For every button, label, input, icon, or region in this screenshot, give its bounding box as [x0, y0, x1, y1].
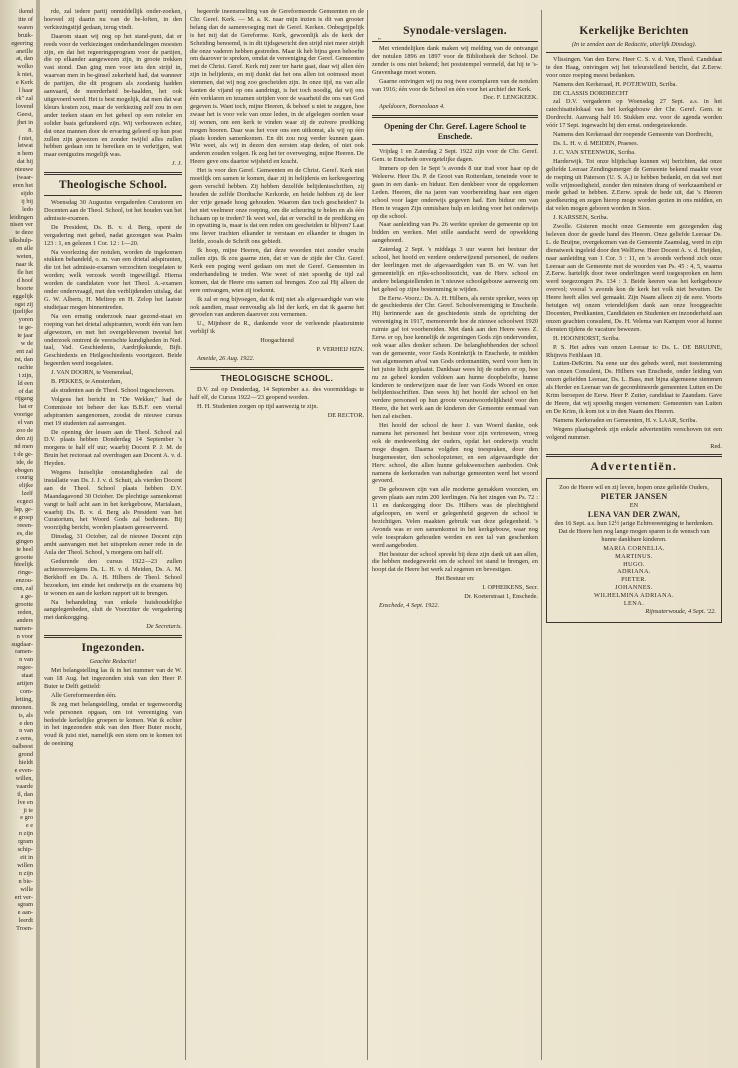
edge-fragment: Geest, [17, 110, 33, 118]
edge-fragment: of dat [18, 387, 33, 395]
notice-paragraph: P. S. Het adres van onzen Leeraar is: Ds. L. DE BRUIJNE, Rhijnvis Feithlaan 18. [546, 343, 722, 359]
edge-fragment: wolko [17, 63, 33, 71]
edge-fragment: t zijn, [18, 371, 33, 379]
edge-fragment: es, die [16, 529, 33, 537]
edge-fragment: sijdo [20, 189, 33, 197]
edge-fragment: gingen [15, 537, 33, 545]
edge-fragment: n hem [17, 150, 33, 158]
notice-paragraph: DE CLASSIS DORDRECHT [553, 89, 629, 97]
edge-fragment: ide, de [16, 458, 33, 466]
edge-fragment: willen [17, 861, 33, 869]
edge-fragment: rachte [17, 363, 33, 371]
edge-fragment: itte of [18, 15, 33, 23]
notice-text-2: H. H. Studenten zorgen op tijd aanwezig te zijn. [197, 403, 319, 411]
synodale-article [372, 45, 538, 93]
adv-place-date: Rijnsaterwoude, 4 Sept. '22. [645, 608, 716, 615]
edge-fragment: sugdaar- [11, 640, 33, 648]
letter-paragraph: Ik hoop, mijne Heeren, dat deze woorden niet zonder vrucht zullen zijn. Ik zou gaarne zien, dat er van de zijde der Chr. Geref. Kerk een poging werd gedaan om met de Geref. Gemeenten in onderhandeling te treden. Wie weet of niet spoedig de tijd zal komen, dat de Heere ons samen zal brengen. Zoo zal Hij alleen de eere ontvangen, wien zij toekomt. [190, 247, 364, 294]
article-paragraph: De Eerw.-Voorz.: Ds. A. H. Hilbers, als eerste spreker, wees op de geschiedenis der Chr. Geref. Schoolvereeniging te Enschede. Hij herinnerde aan de geschiedenis sinds de oprichting der vereeniging in 1917, memoreerde hoe de nieuwe schoolwet 1920 ruimte gaf tot voorbereiden. Met dank aan den Heere wees Z. Eerw. er op, hoe kennelijk de zegeningen Gods zijn ondervonden, ook waar alles donker scheen. De belanghebbenden der school van de gemeente, voor Gods Koninkrijk in Enschede, te midden van algemeenen afval van Gods ordonnantiën, werd voor hem in het juiste licht geplaatst. Dankbaar wees hij de ouders er op, hoe nu ze geheel konden voldoen aan hunne doopbelofte, hunne kinderen te onderwijzen naar de leer van Gods Woord en onze belijdenisschriften. Dan wees hij het hoofd der school en het verdere personeel op hun groote verantwoordelijkheid voor den Heere, die het werk aan de kinderen der Gemeente eenmaal van hen zal eischen. [372, 294, 538, 421]
edge-fragment: l haar [18, 87, 33, 95]
kerkelijke-berichten-title: Kerkelijke Berichten [579, 25, 689, 37]
edge-fragment: is, als [18, 711, 33, 719]
edge-fragment: ji te [23, 806, 33, 814]
left-edge-fragments [0, 8, 33, 933]
edge-fragment: t de ge- [14, 450, 33, 458]
notice-paragraph: Namens den Kerkeraad, H. POTJEWIJD, Scriba. [553, 80, 677, 88]
notice-text: D.V. zal op Donderdag, 14 September a.s. des voormiddags te half elf, de Cursus 1922—'23 geopend worden. [190, 386, 364, 402]
notice-paragraph: Ds. L. H. v. d. MEIDEN, Praeses. [553, 139, 639, 147]
edge-fragment: zoo de [16, 427, 33, 435]
notice-paragraph: Wegens plaatsgebrek zijn enkele advertentiën verschoven tot een volgend nummer. [546, 425, 722, 441]
article-paragraph: Na behandeling van enkele huishoudelijke aangelegenheden, sluit de Voorzitter de vergadering met dankzegging. [44, 598, 182, 622]
letter-paragraph: U., Mijnheer de R., dankende voor de verleende plaatsruimte verblijf ik [190, 320, 364, 336]
edge-fragment: ogst zij [14, 300, 33, 308]
notice-paragraph: J. C. VAN STEENWIJK, Scriba. [553, 148, 636, 156]
edge-fragment: e den [19, 719, 33, 727]
edge-fragment: hat er [18, 403, 33, 411]
article-paragraph: als studenten aan de Theol. School ingeschreven. [51, 386, 175, 394]
edge-fragment: lzelf [21, 490, 33, 498]
column-separator [185, 10, 186, 1060]
theologische-school-notice-title: THEOLOGISCHE SCHOOL. [220, 373, 334, 383]
edge-fragment: cnn, zal [13, 585, 33, 593]
opening-school-article [372, 148, 538, 574]
theologische-school-article [44, 199, 182, 622]
article-paragraph: Alle Gereformeerden één. [51, 691, 117, 699]
article-paragraph: Daarom staan wij nog op het stand-punt, dat er reeds voor de verkiezingen onderhandelingen moesten zijn, en dat het regeeringsprogram voor de partijen, die op elkander aangewezen zijn, in groote trekken vast stond. Dan ging men voor iets den strijd in, waarvan men in be-ginsel zekerheid had, dat wanneer de partijen, die dit program als zoodanig hadden aanvaard, de meerderheid be-haalden, het ook uitgevoerd werd. Het is best mogelijk, dat men dat wat kleurs kosten zou, maar de verkiezing zelf zou in een ander teeken staan en het geheel op een reëeler en solider basis gefundeerd zijn. Wij verbouwen echter, dat onze mannen door de ervaring geleerd op hun post zullen zijn gewezen en zonder twijfel alles zullen hebben gedaan om te bereiken en te verkrijgen, wat maar eenigszins mogelijk was. [44, 32, 182, 159]
edge-fragment: artijen [16, 680, 33, 688]
article-paragraph: J. VAN DOORN, te Veenendaal, [51, 369, 134, 377]
bestuur-address: Dr. Koeterstraat 1, Enschede. [464, 593, 538, 601]
article-paragraph: De gebouwen zijn van alle moderne gemakken voorzien, en geven plaats aan ruim 200 leerlingen. Na het zingen van Ps. 72 : 11 en dankzegging door Ds. Hilbers was de plechtigheid afgeloopen, en werd er gelegenheid gegeven de school te bezichtigen. Velen maakten gebruik van deze gelegenheid. 's Avonds was er een samenkomst in het kerkgebouw, waar nog vele toespraken gehouden werden en een tal van geschenken werd aangeboden. [372, 486, 538, 549]
edge-fragment: Troen- [16, 925, 33, 933]
intro-article [44, 8, 182, 159]
edge-fragment: elijke [19, 482, 33, 490]
edge-fragment: naar ik [15, 261, 33, 268]
synodale-place: Apeldoorn, Borneolaan 4. [379, 103, 445, 111]
edge-fragment: den zij [16, 434, 33, 442]
letter-body [190, 8, 364, 336]
edge-fragment: 8. [28, 126, 33, 134]
edge-fragment: letting, [15, 695, 33, 703]
anniversary-advertisement [546, 478, 722, 623]
adv-en: EN [629, 502, 639, 510]
column-1 [44, 8, 182, 1060]
edge-fragment: n voor [16, 632, 33, 640]
adv-name-1: PIETER JANSEN [600, 492, 668, 502]
article-paragraph: Woensdag 30 Augustus vergaderden Curatoren en Docenten aan de Theol. School, tot het houden van het admissie-examen. [44, 199, 182, 222]
adv-child-name: MARIA CORNELIA. [603, 544, 665, 552]
article-paragraph: Ik zeg met belangstelling, omdat er tegenwoordig vele personen opgaan, om tot vereeniging van bedoelde kerkelijke groepen te komen. Wat ik echter in het ingezonden stuk van den Heer Buter mocht, voud ik juist niet, namelijk een stem om te komen tot de oeeining [44, 700, 182, 748]
page-number: " [378, 37, 381, 45]
kerkelijke-berichten-subtitle: (In te zenden aan de Redactie, uiterlijk Dinsdag). [571, 41, 697, 48]
article-paragraph: Het bestuur der school spreekt bij deze zijn dank uit aan allen, die hebben medegewerkt om de school tot stand te brengen, en hoopt dat de Heere het werk zal zegenen en bevestigen. [372, 550, 538, 574]
edge-fragment: oalbeest [12, 743, 33, 751]
notice-paragraph: Harderwijk. Tot onze blijdschap kunnen wij berichten, dat onze geliefde Leeraar Zendingsmerger de Gemeente bekend maakte voor de roeping uit Paterson (U. S. A.) te hebben bedankt, en dat wel met volle vrijmoedigheid, zonder den minsten drang of werkzaamheid er mede gehad te hebben. Z.Eerw. sprak de bede uit, dat 's Heeren goedkeuring en zegen hierop moge worden gezien in ons midden, en dat velen mogen geboren worden in Sion. [546, 157, 722, 213]
edge-fragment: e Kerk [16, 79, 33, 87]
column-3 [372, 8, 538, 1060]
adv-intro: Zoo de Heere wil en zij leven, hopen onze geliefde Ouders, [559, 484, 709, 492]
article-paragraph: Volgens het bericht in "De Wekker," had de Commissie tot beheer der kas B.B.F. een viertal adspiranten aangenomen, zoodat de nieuwe cursus met 19 studenten zal aanvangen. [44, 395, 182, 427]
edge-fragment: fle het [17, 268, 33, 276]
edge-fragment: hteelijk [14, 561, 33, 569]
edge-fragment: aneille [16, 47, 33, 55]
edge-fragment: lve en [17, 798, 33, 806]
article-paragraph: Wegens huiselijke omstandigheden zal de installatie van Ds. J. J. v. d. Schuit, als vierden Docent aan de Theol. School plaats hebben D.V. Maandagavond 30 October. De plechtige samenkomst vangt te half acht aan in het kerkgebouw, Marialaan, waarbij Ds. B. v. d. Berg als President van het Curatorium, het Woord Gods zal bedienen. Bij voorzijdig bericht, worden plaatsen gereserveerd. [44, 469, 182, 532]
edge-fragment: ebogen [14, 466, 33, 474]
edge-fragment: nisen ver [10, 221, 33, 229]
adv-child-name: ADRIANA. [617, 568, 651, 576]
edge-fragment: f niet, [18, 134, 33, 142]
edge-fragment: w de [20, 340, 33, 348]
letter-signature: P. VERHEIJ HZN. [316, 346, 364, 354]
adv-child-name: HUGO. [623, 560, 645, 568]
edge-fragment: namen- [14, 624, 33, 632]
article-paragraph: Zaterdag 2 Sept. 's middags 3 uur waren het bestuur der school, het hoofd en verdere onderwijzend personeel, de ouders der leerlingen met de afgevaardigden van B. en W. van het gemeentelijk en rijks-schooltoezicht, van de Herv. school en andere belangstellenden in 't nieuwe schoolgebouw aanwezig om het geheel op zijne bestemming te wijden. [372, 246, 538, 293]
edge-fragment: sgram [17, 901, 33, 909]
edge-fragment: grootte [15, 553, 33, 561]
edge-fragment: k niet, [17, 71, 33, 79]
edge-fragment: ie heel [16, 545, 33, 553]
edge-fragment: boorte [16, 284, 33, 292]
edge-fragment: bruik- [17, 31, 33, 39]
edge-fragment: letwat [17, 142, 33, 150]
edge-fragment: z eens, [15, 735, 33, 743]
edge-fragment: grond [18, 751, 33, 759]
article-paragraph: Na voorlezing der notulen, worden de ingekomen stukken behandeld, o. m. van een drietal adspiranten, die tot het admissie-examen verzochten toegelaten te worden; welk verzoek wordt ingewilligd. Hierna worden de candidaten voor het Theol. A.-examen onder ondervraagd, met den verblijdenden uitslag, dat G. W. Alberts, H. Meltrop en H. Zelop het laatste studiejaar mogen binnentreden. [44, 248, 182, 311]
column-separator [367, 10, 368, 1060]
edge-fragment: com- [20, 687, 33, 695]
adv-child-name: PIETER. [621, 576, 647, 584]
edge-fragment: ulkshulp- [9, 237, 33, 245]
kerkelijke-berichten-body [546, 56, 722, 442]
edge-fragment: n zijn [18, 869, 33, 877]
edge-fragment: staat [21, 672, 33, 680]
edge-fragment: ent zal [16, 347, 33, 355]
edge-fragment: weten, [16, 253, 33, 261]
edge-fragment: nd men [14, 442, 33, 450]
edge-fragment: eit in [20, 853, 33, 861]
article-paragraph: Dinsdag, 31 October, zal de nieuwe Docent zijn ambt aanvangen met het uitspreken eener rede in de Aula der Theol. School, 's morgens om half elf. [44, 533, 182, 557]
edge-fragment: at, dan [16, 55, 33, 63]
edge-fragment: schip- [17, 846, 33, 854]
article-paragraph: Immers op den 1e Sept 's avonds 8 uur trad voor haar op de Weleerw. Heer Ds. P. de Groot van Rotterdam, teneinde voor te gaan in een dank- en biduur. Een denkbeer voor de opgekomen Leden. Heeren, die na jaren van voorbereiding haar een eigen school voor lager onderwijs gegeven had. Een biduur om van Hem te vragen Zijn onmisbare hulp en leiding voor het onderwijs op die school. [372, 165, 538, 220]
edge-fragment: eren het [12, 181, 33, 189]
article-paragraph: Vrijdag 1 en Zaterdag 2 Sept. 1922 zijn voor de Chr. Geref. Gem. te Enschede onvergetelijke dagen. [372, 148, 538, 164]
intro-signature: J. J. [171, 160, 182, 168]
edge-fragment: (waar- [16, 174, 33, 182]
ingezonden-article [44, 667, 182, 748]
edge-fragment: n van [19, 727, 33, 735]
bestuur-secretary: I. OPHEIKENS, Secr. [482, 584, 538, 592]
ingezonden-salutation: Geachte Redactie! [89, 658, 137, 666]
edge-fragment: a ge- [20, 593, 33, 601]
article-paragraph: Gaarne ontvingen wij nu nog twee exemplaren van de notulen van 1916; één voor de School en één voor het archief der Kerk. [372, 77, 538, 93]
edge-fragment: el van [17, 419, 33, 427]
article-paragraph: Met belangstelling las ik in het nummer van de W. van 18 Aug. het ingezonden stuk van den Heer P. Buter te Delft getiteld: [44, 667, 182, 690]
notice-paragraph: Namens den Kerkeraad der roepende Gemeente van Dordrecht, [553, 131, 713, 139]
article-paragraph: Met vriendelijken dank maken wij melding van de ontvangst der notulen 1896 en 1897 voor de Bibliotheek der School. De zender is ons niet bekend; het poststempel vermeld, dat hij te 's-Gravenhage moet wonen. [372, 45, 538, 76]
adv-children-list [552, 545, 716, 608]
edge-fragment: wille [20, 885, 33, 893]
edge-fragment: willen, [15, 774, 33, 782]
edge-fragment: ikend [19, 8, 33, 15]
edge-fragment: hieldt [18, 759, 33, 767]
edge-fragment: egeering [11, 39, 33, 47]
edge-fragment: yoren [18, 316, 33, 324]
edge-fragment: n van [19, 656, 33, 664]
column-2 [190, 8, 364, 1060]
edge-fragment: lovend [15, 102, 33, 110]
notice-paragraph: Namens Kerkeraden en Gemeenten, H. v. LAAR, Scriba. [553, 416, 698, 424]
edge-fragment: lap, ge- [14, 506, 33, 514]
edge-fragment: dat hij [17, 158, 33, 166]
edge-fragment: eggelijk [12, 292, 33, 300]
notice-signature: DE RECTOR. [327, 412, 364, 420]
notice-paragraph: zal D.V. vergaderen op Woensdag 27 Sept. a.s. in het catechisatielokaal van het kerkgebouw der Chr. Geref. Gem. te Dordrecht. Aanvang half 10. Stukken enz. voor de agenda worden vóór 17 Sept. ingewacht bij den ernst. ondergeteekende. [546, 98, 722, 130]
adv-child-name: WILHELMINA ADRIANA. [593, 592, 674, 600]
edge-fragment: waren [17, 23, 33, 31]
edge-fragment: ecgezi [16, 498, 33, 506]
ingezonden-title: Ingezonden. [81, 642, 145, 655]
edge-fragment: te deze [15, 229, 33, 237]
opening-school-title: Opening der Chr. Geref. Lagere School te Enschede. [384, 122, 526, 141]
notice-paragraph: H. HOONHORST, Scriba. [553, 334, 620, 342]
edge-fragment: d hoof [16, 276, 33, 284]
edge-fragment: regee- [17, 664, 33, 672]
letter-place-date: Ameide, 26 Aug. 1922. [197, 354, 255, 362]
theo-signature: De Secretaris. [146, 623, 182, 631]
adv-child-name: JOHANNES. [615, 584, 653, 592]
edge-fragment: en alle [16, 245, 33, 253]
edge-fragment: n bie- [18, 877, 33, 885]
edge-fragment: enzou- [15, 577, 33, 585]
column-4 [546, 8, 722, 1060]
adv-name-2: LENA VAN DER ZWAN, [587, 510, 681, 520]
edge-fragment: vaarde [16, 782, 33, 790]
edge-fragment: e groep [14, 514, 33, 521]
edge-fragment: ledo [22, 205, 33, 213]
edge-fragment: te jaar [17, 332, 33, 340]
edge-fragment: e gro [20, 814, 33, 822]
edge-fragment: reden, [17, 608, 33, 616]
edge-fragment: jhet in [17, 118, 33, 126]
letter-closing: Hoogachtend [260, 337, 294, 345]
column-separator [541, 10, 542, 1060]
letter-paragraph: Ik zal er nog bijvoegen, dat ik mij niet als afgevaardigde van wie ook aandien, maar eenvoudig als lid der kerk, en dat ik gaarne het gevoelen van anderen daarover zou vernemen. [190, 295, 364, 319]
edge-fragment: ld een [17, 379, 33, 387]
edge-fragment: ert ver- [14, 893, 33, 901]
article-paragraph: B. PEKKES, te Amsterdam, [51, 378, 123, 386]
advertentien-title: Advertentiën. [590, 461, 678, 474]
edge-fragment: ijzelijke [12, 308, 33, 316]
notice-paragraph: Zwolle. Gisteren mocht onze Gemeente een gezegenden dag beleven door de goede hand des Heeren. Onze geliefde Leeraar Ds. L. de Bruijne, overgekomen van de Gemeente Zaamslag, werd in zijn dienstwerk ingeleid door den WelEerw. Heer Docent A. v. d. Heijden, naar aanleiding van 1 Cor. 3 : 11, en 's avonds verbond zich onze Leeraar aan de Gemeente met de woorden van Ps. 45 : 4, 5, waarna Z.Eerw. hartelijk door twee onderlingen werd toegesproken en hem werd toegezongen Ps. 134 : 3. Beide keeren was het kerkgebouw overvol; vooral 's avonds kon de kerk het volk niet bevatten. De Heere heeft alles wel gemaakt. Zijn Naam alleen zij de eere. Voorts betuigen wij onzen vriendelijken dank aan onze hooggeachte Docenten, Predikanten, Candidaten en Studenten en inzonderheid aan onzen geachten consulent, Ds. H. Velema van Kampen voor al hunne diensten tijdens de vacature bewezen. [546, 223, 722, 333]
article-paragraph: rde, zal iedere partij onmiddellijk onder-zoeken, hoeveel zij daarin nu van de be-loften, in den verkiezingstijd gedaan, terug vindt. [44, 8, 182, 31]
edge-fragment: e e [25, 822, 33, 830]
edge-fragment: leerdt [18, 917, 33, 925]
theologische-school-title: Theologische School. [58, 179, 168, 192]
edge-fragment: ij bij [21, 197, 33, 205]
edge-fragment: voorige [13, 411, 33, 419]
edge-fragment: e even- [14, 767, 33, 774]
edge-fragment: ramen- [15, 648, 33, 656]
article-paragraph: Na een ernstig onderzoek naar gezond-staat en roeping van het drietal adspiranten, wordt één van hen afgewezen, en met het overgeblevenen tweetal het onderzoek omtrent de vereischte kundigheden in Ned. taal, Vad. Geschiedenis, Aardrijkskunde, Bijb. Geschiedenis en Heilgeschiedenis voortgezet. Beide begeerden werd toegelaten. [44, 312, 182, 368]
article-paragraph: De opening der lessen aan de Theol. School zal D.V. plaats hebben Donderdag 14 September 's morgens te half elf uur; waarbij Docent P. J. M. de Bruin het rectoraat zal overdragen aan Docent A. v. d. Heyden. [44, 428, 182, 468]
edge-fragment: n zijn [18, 830, 33, 838]
edge-fragment: rk" zal [16, 94, 33, 102]
edge-fragment: il, dan [17, 790, 33, 798]
edge-fragment: e aan- [17, 909, 33, 917]
edge-fragment: rgram [18, 838, 33, 846]
article-paragraph: Gedurende den cursus 1922—23 zullen achtereenvolgens Ds. L. H. v. d. Meiden, Ds. A. M. Berkhoff en Ds. A. H. Hilbers de Theol. School bezoeken, ten einde het onderwijs en de examens bij te wonen en aan de kerken rapport uit te brengen. [44, 558, 182, 597]
edge-fragment: courig [16, 474, 33, 482]
edge-fragment: leidingen [9, 213, 33, 221]
edge-fragment: mnonen. [11, 703, 33, 711]
edge-fragment: grootte [15, 600, 33, 608]
adv-body: den 16 Sept. a.s. hun 12½ jarige Echtvereeniging te herdenken. Dat de Heere hen nog lange mogen sparen is de wensch van hunne dankbare kinderen. [554, 520, 714, 543]
article-paragraph: Het hoofd der school de heer J. van Woerd dankte, ook namens het personeel het bestuur voor zijn vertrouwen, vroeg ook de medewerking der ouders, opdat het onderwijs vrucht moge dragen. Daarna volgden nog toespraken, door den burgemeester, den schoolopziener, en een afgevaardigde der Herv. school, die allen hunne gelukwenschen aanboden. Ook namens de kerkeraden van naburige gemeenten werd het woord gevoerd. [372, 422, 538, 485]
red-signature: Red. [710, 442, 722, 450]
notice-paragraph: J. KARSSEN, Scriba. [553, 214, 609, 222]
edge-fragment: reeen- [17, 521, 33, 529]
letter-paragraph: begeerde ineensmelting van de Gereformeerde Gemeenten en de Chr. Geref. Kerk. — M. a. K. naar mijn inzien is dit van grooter belang dan de samenvoeging met de Geref. Kerken. Onbegrijpelijk is het mij dat de Gereforme. Kerk, gewoonlijk als de kerk der Scheiding benoemd, is in dit tijdsgewricht den strijd niet meer strijdt die onze vaderen hebben gestreden. Maar ik heb bijna geen behoefte om daarover te spreken, omdat de vereeniging der Geref. Gemeenten met de Christ. Geref. Kerk mij zeer ter harte gaat, daar wij allen één zijn in belijdenis, en mij dunkt dat het ons allen tot ootmoed moet stemmen, dat wij nog zoo gescheiden zijn. In onze tijd, nu van alle kanten de vijand op ons aandringt, is het toch noodig, dat wij ons één verklaren en tezamen strijden voor de waarheid die ons van God gegeven is. Want toch, mijne Heeren, ik behoef u niet te zeggen, hoe zwaar het is voor vele van onze leden, in de afgelegen oorden waar zij wonen, om een kerk te vinden waar zij de zuivere prediking mogen hooren. Daar was het voor ons een uitkomst, als wij op één plaats konden samenkomen. En dit zou nog verder kunnen gaan. Wie weet, als wij in dezen den eersten stap deden, of niet ook anderen zouden volgen. Ik zeg het ter overweging, mijne Heeren. De Heere geve ons daartoe wijsheid en kracht. [190, 8, 364, 166]
opening-place-date: Enschede, 4 Sept. 1922. [379, 602, 440, 609]
adv-child-name: LENA. [623, 600, 645, 608]
edge-fragment: te ge- [18, 324, 33, 332]
synodale-signature: Doc. F. LENGKEEK. [483, 94, 538, 102]
article-paragraph: De President, Ds. B. v. d. Berg, opent de vergadering met gebed, nadat gezongen was Psalm 123 : 1, en gelezen 1 Cor. 12 : 1—20. [44, 223, 182, 247]
edge-fragment: rst, dan [14, 355, 33, 363]
adv-child-name: MARTINUS. [615, 552, 653, 560]
letter-paragraph: Het is voor den Geref. Gemeenten en de Christ. Geref. Kerk niet moeilijk om samen te komen, daar zij in belijdenis en kerkregeering geen verschil hebben. Zij hebben dezelfde belijdenisschriften, zij houden de zelfde Dordtsche Kerkorde, en beide hebben zij de leer der vrije genade hoog gehouden. Waarom dan toch gescheiden? Is het niet veelmeer onze roeping, om die scheuring te helen en als één lichaam op te treden? Ik weet wel, dat er verschil in de prediking en in opvatting is, maar is dat een reden om gescheiden te blijven? Laat ons liever trachten elkander te verstaan en elkander te dragen in liefde, zooals de Schrift ons gebiedt. [190, 167, 364, 246]
notice-paragraph: Lutten-DeKrim. Na eene uur des gebeds werd, met toestemming van onzen Consulent, Ds. Hilbers van Enschede, onder leiding van onzen geliefden Leeraar, Ds. L. Bass, met bijna algemeene stemmen als Herder en Leeraar van de gecombineerde gemeenten Lutten en De Krim beroepen de Eerw. Heer P. Zuiter, candidaat te Zaandam. Gave de Heere, dat wij spoedig mogen vernemen: Gemeenten van Lutten en De Krim, ik kom tot u in den Naam des Heeren. [546, 360, 722, 415]
page-fold [36, 0, 40, 1068]
edge-fragment: rijgang [15, 395, 33, 403]
article-paragraph: Naar aanleiding van Ps. 26 werkte spreker de gemeente op tot bidden en werken. Met stille aandacht werd de opwekking aangehoord. [372, 221, 538, 245]
edge-fragment: nieuwe [14, 166, 33, 174]
edge-fragment: anders [16, 616, 33, 624]
bestuur-label: Het Bestuur en: [435, 575, 475, 583]
synodale-verslagen-title: Synodale-verslagen. [403, 25, 507, 37]
edge-fragment: ringe- [17, 569, 33, 577]
notice-paragraph: Vlissingen. Van den Eerw. Heer C. S. v. d. Ven, Theol. Candidaat te den Haag, ontvingen wij het teleurstellend bericht, dat Z.Eerw. voor onze roeping meest bedanken. [546, 55, 722, 79]
